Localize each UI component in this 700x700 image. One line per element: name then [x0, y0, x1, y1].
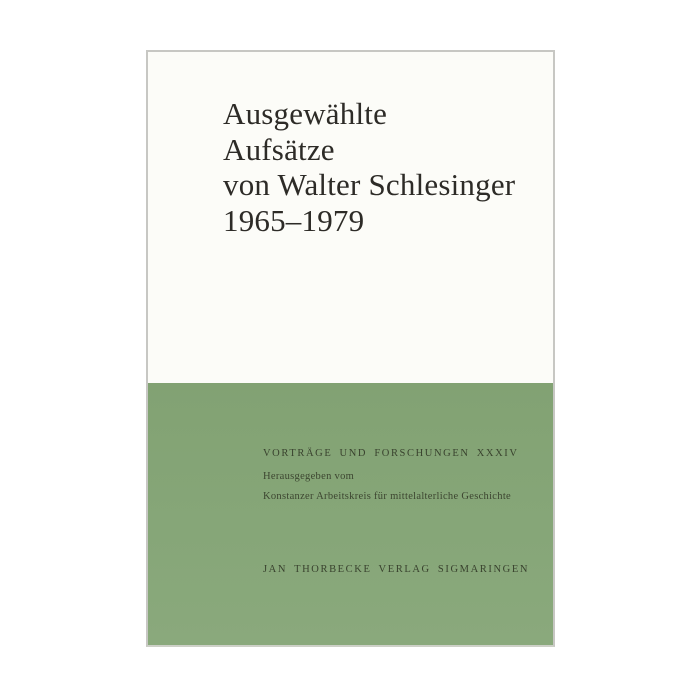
editor-line-1: Herausgegeben vom — [263, 471, 355, 482]
title-line-4: 1965–1979 — [223, 202, 365, 238]
title-line-1: Ausgewählte — [223, 96, 388, 131]
book-cover — [146, 50, 555, 647]
series-title: VORTRÄGE UND FORSCHUNGEN XXXIV — [263, 448, 519, 459]
title-line-3: von Walter Schlesinger — [223, 167, 516, 202]
editor-line-2: Konstanzer Arbeitskreis für mittelalterliche Geschichte — [263, 491, 511, 502]
book-title — [223, 96, 533, 238]
title-line-2: Aufsätze — [223, 131, 335, 167]
series-band — [148, 383, 553, 645]
cover-title-area — [148, 52, 553, 383]
publisher-imprint: JAN THORBECKE VERLAG SIGMARINGEN — [263, 564, 530, 575]
